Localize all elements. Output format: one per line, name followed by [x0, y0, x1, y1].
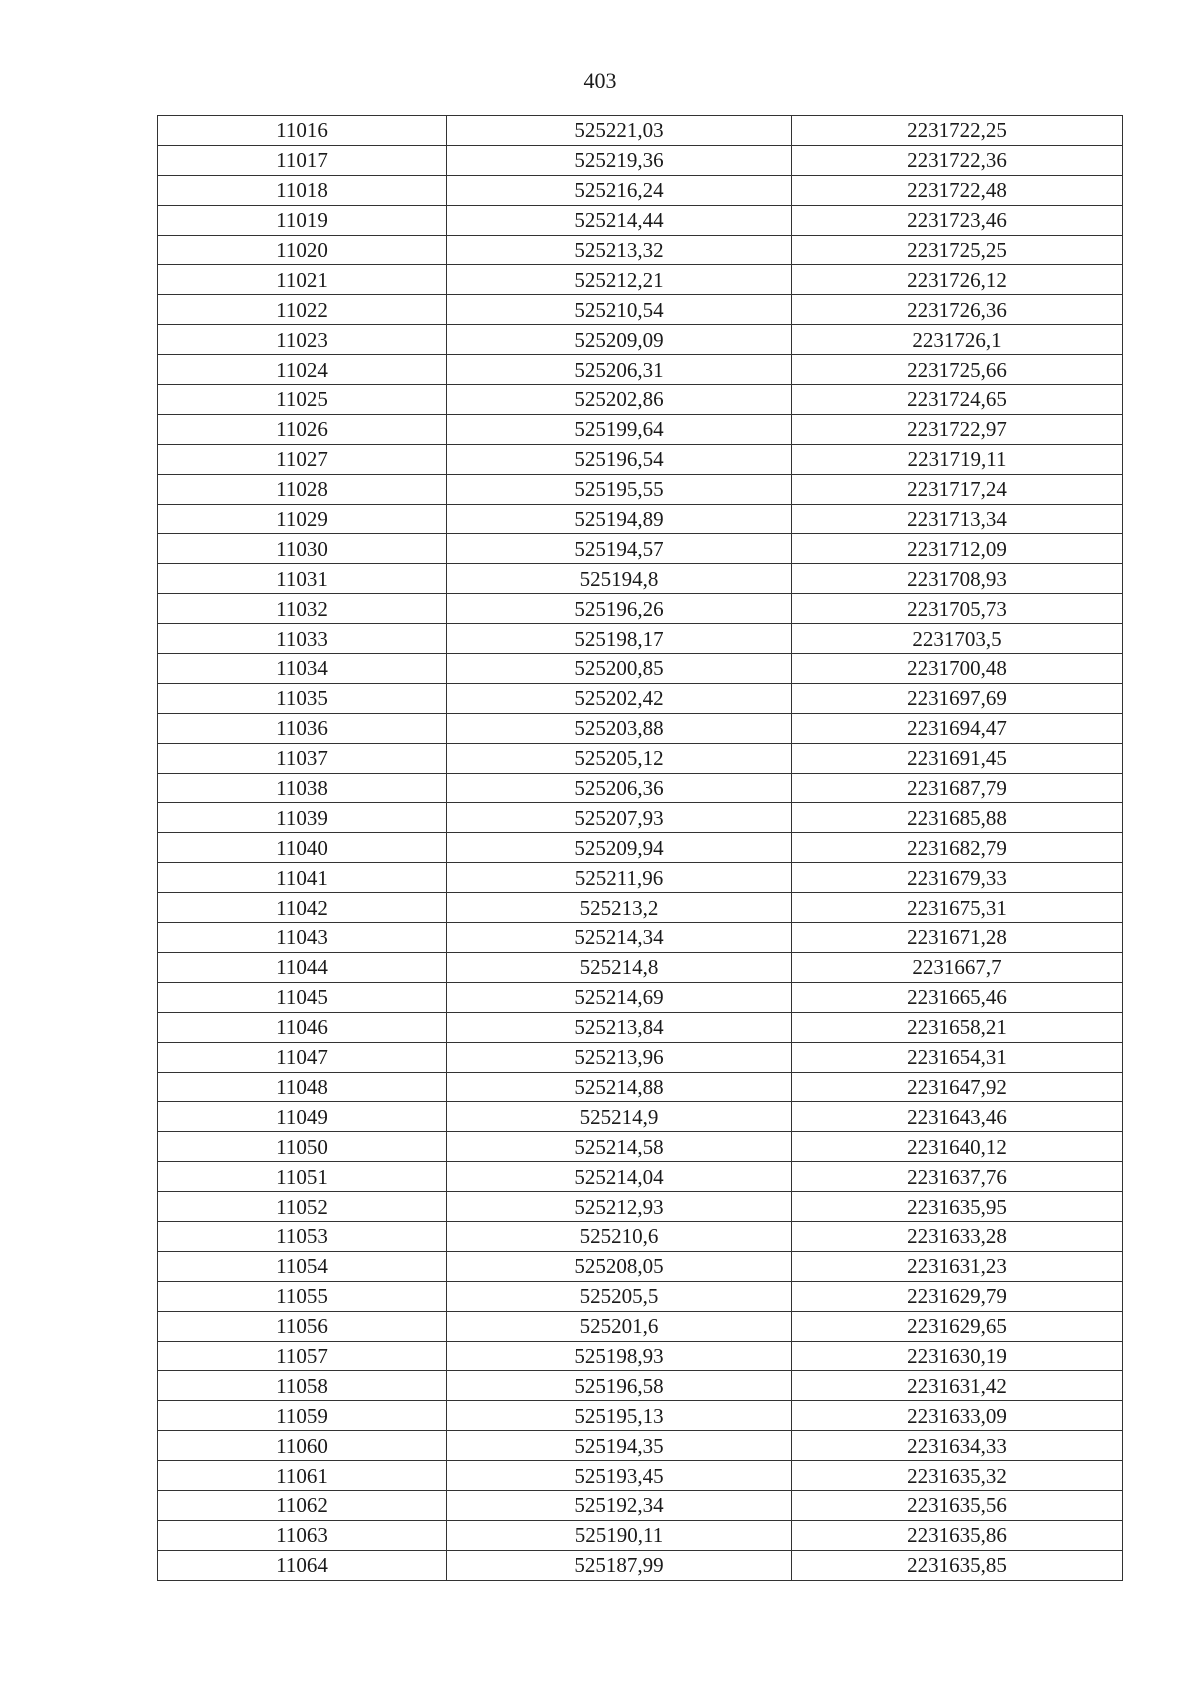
table-row: [158, 474, 1123, 504]
table-row: [158, 803, 1123, 833]
x-coordinate-cell: 525213,32: [447, 235, 792, 265]
point-number-cell: 11021: [158, 265, 447, 295]
x-coordinate-cell: 525194,89: [447, 504, 792, 534]
table-row: [158, 833, 1123, 863]
point-number-cell: 11040: [158, 833, 447, 863]
point-number-cell: 11019: [158, 205, 447, 235]
x-coordinate-cell: 525187,99: [447, 1550, 792, 1580]
y-coordinate-cell: 2231705,73: [792, 594, 1123, 624]
table-row: [158, 1042, 1123, 1072]
table-row: [158, 952, 1123, 982]
table-row: [158, 504, 1123, 534]
table-row: [158, 863, 1123, 893]
x-coordinate-cell: 525214,04: [447, 1162, 792, 1192]
x-coordinate-cell: 525214,69: [447, 982, 792, 1012]
x-coordinate-cell: 525214,8: [447, 952, 792, 982]
point-number-cell: 11063: [158, 1520, 447, 1550]
point-number-cell: 11028: [158, 474, 447, 504]
point-number-cell: 11037: [158, 743, 447, 773]
point-number-cell: 11017: [158, 145, 447, 175]
point-number-cell: 11031: [158, 564, 447, 594]
y-coordinate-cell: 2231658,21: [792, 1012, 1123, 1042]
y-coordinate-cell: 2231637,76: [792, 1162, 1123, 1192]
x-coordinate-cell: 525192,34: [447, 1490, 792, 1520]
y-coordinate-cell: 2231635,56: [792, 1490, 1123, 1520]
y-coordinate-cell: 2231640,12: [792, 1132, 1123, 1162]
point-number-cell: 11022: [158, 295, 447, 325]
x-coordinate-cell: 525190,11: [447, 1520, 792, 1550]
x-coordinate-cell: 525199,64: [447, 414, 792, 444]
point-number-cell: 11059: [158, 1401, 447, 1431]
y-coordinate-cell: 2231635,85: [792, 1550, 1123, 1580]
y-coordinate-cell: 2231687,79: [792, 773, 1123, 803]
point-number-cell: 11062: [158, 1490, 447, 1520]
point-number-cell: 11044: [158, 952, 447, 982]
point-number-cell: 11025: [158, 385, 447, 415]
y-coordinate-cell: 2231682,79: [792, 833, 1123, 863]
point-number-cell: 11035: [158, 683, 447, 713]
table-row: [158, 743, 1123, 773]
point-number-cell: 11061: [158, 1461, 447, 1491]
table-row: [158, 683, 1123, 713]
table-row: [158, 1221, 1123, 1251]
point-number-cell: 11029: [158, 504, 447, 534]
table-row: [158, 1132, 1123, 1162]
point-number-cell: 11042: [158, 893, 447, 923]
x-coordinate-cell: 525214,88: [447, 1072, 792, 1102]
table-row: [158, 982, 1123, 1012]
x-coordinate-cell: 525207,93: [447, 803, 792, 833]
table-row: [158, 1371, 1123, 1401]
x-coordinate-cell: 525213,96: [447, 1042, 792, 1072]
x-coordinate-cell: 525201,6: [447, 1311, 792, 1341]
point-number-cell: 11018: [158, 175, 447, 205]
y-coordinate-cell: 2231722,48: [792, 175, 1123, 205]
table-row: [158, 1401, 1123, 1431]
table-row: [158, 1162, 1123, 1192]
point-number-cell: 11052: [158, 1192, 447, 1222]
table-row: [158, 654, 1123, 684]
table-row: [158, 1281, 1123, 1311]
x-coordinate-cell: 525214,9: [447, 1102, 792, 1132]
y-coordinate-cell: 2231703,5: [792, 624, 1123, 654]
x-coordinate-cell: 525205,12: [447, 743, 792, 773]
x-coordinate-cell: 525214,34: [447, 923, 792, 953]
table-row: [158, 1341, 1123, 1371]
point-number-cell: 11060: [158, 1431, 447, 1461]
point-number-cell: 11049: [158, 1102, 447, 1132]
y-coordinate-cell: 2231726,1: [792, 325, 1123, 355]
x-coordinate-cell: 525194,8: [447, 564, 792, 594]
table-row: [158, 594, 1123, 624]
y-coordinate-cell: 2231719,11: [792, 444, 1123, 474]
table-row: [158, 1012, 1123, 1042]
table-row: [158, 295, 1123, 325]
table-row: [158, 355, 1123, 385]
point-number-cell: 11034: [158, 654, 447, 684]
y-coordinate-cell: 2231675,31: [792, 893, 1123, 923]
x-coordinate-cell: 525210,54: [447, 295, 792, 325]
point-number-cell: 11033: [158, 624, 447, 654]
point-number-cell: 11051: [158, 1162, 447, 1192]
x-coordinate-cell: 525219,36: [447, 145, 792, 175]
table-row: [158, 444, 1123, 474]
point-number-cell: 11045: [158, 982, 447, 1012]
y-coordinate-cell: 2231713,34: [792, 504, 1123, 534]
y-coordinate-cell: 2231631,42: [792, 1371, 1123, 1401]
y-coordinate-cell: 2231633,09: [792, 1401, 1123, 1431]
table-row: [158, 414, 1123, 444]
table-row: [158, 235, 1123, 265]
x-coordinate-cell: 525206,31: [447, 355, 792, 385]
point-number-cell: 11047: [158, 1042, 447, 1072]
table-row: [158, 1550, 1123, 1580]
table-row: [158, 116, 1123, 146]
y-coordinate-cell: 2231635,95: [792, 1192, 1123, 1222]
x-coordinate-cell: 525209,09: [447, 325, 792, 355]
x-coordinate-cell: 525203,88: [447, 713, 792, 743]
x-coordinate-cell: 525196,58: [447, 1371, 792, 1401]
y-coordinate-cell: 2231629,79: [792, 1281, 1123, 1311]
x-coordinate-cell: 525196,26: [447, 594, 792, 624]
y-coordinate-cell: 2231654,31: [792, 1042, 1123, 1072]
x-coordinate-cell: 525198,93: [447, 1341, 792, 1371]
y-coordinate-cell: 2231722,97: [792, 414, 1123, 444]
point-number-cell: 11026: [158, 414, 447, 444]
y-coordinate-cell: 2231724,65: [792, 385, 1123, 415]
y-coordinate-cell: 2231726,36: [792, 295, 1123, 325]
x-coordinate-cell: 525210,6: [447, 1221, 792, 1251]
page-number: 403: [583, 68, 617, 93]
point-number-cell: 11050: [158, 1132, 447, 1162]
table-row: [158, 624, 1123, 654]
table-row: [158, 1102, 1123, 1132]
point-number-cell: 11027: [158, 444, 447, 474]
x-coordinate-cell: 525200,85: [447, 654, 792, 684]
y-coordinate-cell: 2231708,93: [792, 564, 1123, 594]
y-coordinate-cell: 2231691,45: [792, 743, 1123, 773]
x-coordinate-cell: 525221,03: [447, 116, 792, 146]
point-number-cell: 11023: [158, 325, 447, 355]
y-coordinate-cell: 2231643,46: [792, 1102, 1123, 1132]
x-coordinate-cell: 525211,96: [447, 863, 792, 893]
point-number-cell: 11056: [158, 1311, 447, 1341]
y-coordinate-cell: 2231725,66: [792, 355, 1123, 385]
y-coordinate-cell: 2231634,33: [792, 1431, 1123, 1461]
table-row: [158, 1311, 1123, 1341]
point-number-cell: 11054: [158, 1251, 447, 1281]
table-row: [158, 265, 1123, 295]
table-row: [158, 1490, 1123, 1520]
point-number-cell: 11032: [158, 594, 447, 624]
table-row: [158, 893, 1123, 923]
point-number-cell: 11043: [158, 923, 447, 953]
y-coordinate-cell: 2231722,25: [792, 116, 1123, 146]
y-coordinate-cell: 2231635,86: [792, 1520, 1123, 1550]
point-number-cell: 11053: [158, 1221, 447, 1251]
x-coordinate-cell: 525216,24: [447, 175, 792, 205]
y-coordinate-cell: 2231697,69: [792, 683, 1123, 713]
point-number-cell: 11046: [158, 1012, 447, 1042]
y-coordinate-cell: 2231629,65: [792, 1311, 1123, 1341]
y-coordinate-cell: 2231635,32: [792, 1461, 1123, 1491]
x-coordinate-cell: 525195,55: [447, 474, 792, 504]
point-number-cell: 11024: [158, 355, 447, 385]
x-coordinate-cell: 525202,42: [447, 683, 792, 713]
table-row: [158, 564, 1123, 594]
y-coordinate-cell: 2231667,7: [792, 952, 1123, 982]
point-number-cell: 11030: [158, 534, 447, 564]
table-row: [158, 773, 1123, 803]
point-number-cell: 11036: [158, 713, 447, 743]
table-row: [158, 175, 1123, 205]
x-coordinate-cell: 525208,05: [447, 1251, 792, 1281]
point-number-cell: 11038: [158, 773, 447, 803]
x-coordinate-cell: 525214,44: [447, 205, 792, 235]
y-coordinate-cell: 2231685,88: [792, 803, 1123, 833]
table-row: [158, 1461, 1123, 1491]
y-coordinate-cell: 2231679,33: [792, 863, 1123, 893]
table-row: [158, 1192, 1123, 1222]
table-row: [158, 923, 1123, 953]
x-coordinate-cell: 525193,45: [447, 1461, 792, 1491]
x-coordinate-cell: 525212,21: [447, 265, 792, 295]
table-row: [158, 325, 1123, 355]
coordinates-table-body: [158, 116, 1123, 1581]
x-coordinate-cell: 525214,58: [447, 1132, 792, 1162]
y-coordinate-cell: 2231712,09: [792, 534, 1123, 564]
x-coordinate-cell: 525198,17: [447, 624, 792, 654]
table-row: [158, 713, 1123, 743]
x-coordinate-cell: 525209,94: [447, 833, 792, 863]
x-coordinate-cell: 525212,93: [447, 1192, 792, 1222]
point-number-cell: 11041: [158, 863, 447, 893]
y-coordinate-cell: 2231631,23: [792, 1251, 1123, 1281]
y-coordinate-cell: 2231726,12: [792, 265, 1123, 295]
coordinates-table: [157, 115, 1123, 1581]
table-row: [158, 1431, 1123, 1461]
y-coordinate-cell: 2231665,46: [792, 982, 1123, 1012]
x-coordinate-cell: 525206,36: [447, 773, 792, 803]
point-number-cell: 11020: [158, 235, 447, 265]
y-coordinate-cell: 2231717,24: [792, 474, 1123, 504]
y-coordinate-cell: 2231700,48: [792, 654, 1123, 684]
table-row: [158, 1520, 1123, 1550]
x-coordinate-cell: 525196,54: [447, 444, 792, 474]
point-number-cell: 11039: [158, 803, 447, 833]
table-row: [158, 145, 1123, 175]
x-coordinate-cell: 525195,13: [447, 1401, 792, 1431]
point-number-cell: 11057: [158, 1341, 447, 1371]
table-row: [158, 1072, 1123, 1102]
table-row: [158, 205, 1123, 235]
point-number-cell: 11016: [158, 116, 447, 146]
point-number-cell: 11055: [158, 1281, 447, 1311]
x-coordinate-cell: 525213,2: [447, 893, 792, 923]
table-row: [158, 385, 1123, 415]
x-coordinate-cell: 525202,86: [447, 385, 792, 415]
y-coordinate-cell: 2231725,25: [792, 235, 1123, 265]
point-number-cell: 11048: [158, 1072, 447, 1102]
y-coordinate-cell: 2231723,46: [792, 205, 1123, 235]
point-number-cell: 11064: [158, 1550, 447, 1580]
x-coordinate-cell: 525194,57: [447, 534, 792, 564]
table-row: [158, 1251, 1123, 1281]
y-coordinate-cell: 2231671,28: [792, 923, 1123, 953]
x-coordinate-cell: 525205,5: [447, 1281, 792, 1311]
x-coordinate-cell: 525213,84: [447, 1012, 792, 1042]
y-coordinate-cell: 2231722,36: [792, 145, 1123, 175]
y-coordinate-cell: 2231647,92: [792, 1072, 1123, 1102]
x-coordinate-cell: 525194,35: [447, 1431, 792, 1461]
point-number-cell: 11058: [158, 1371, 447, 1401]
y-coordinate-cell: 2231694,47: [792, 713, 1123, 743]
y-coordinate-cell: 2231633,28: [792, 1221, 1123, 1251]
y-coordinate-cell: 2231630,19: [792, 1341, 1123, 1371]
table-row: [158, 534, 1123, 564]
